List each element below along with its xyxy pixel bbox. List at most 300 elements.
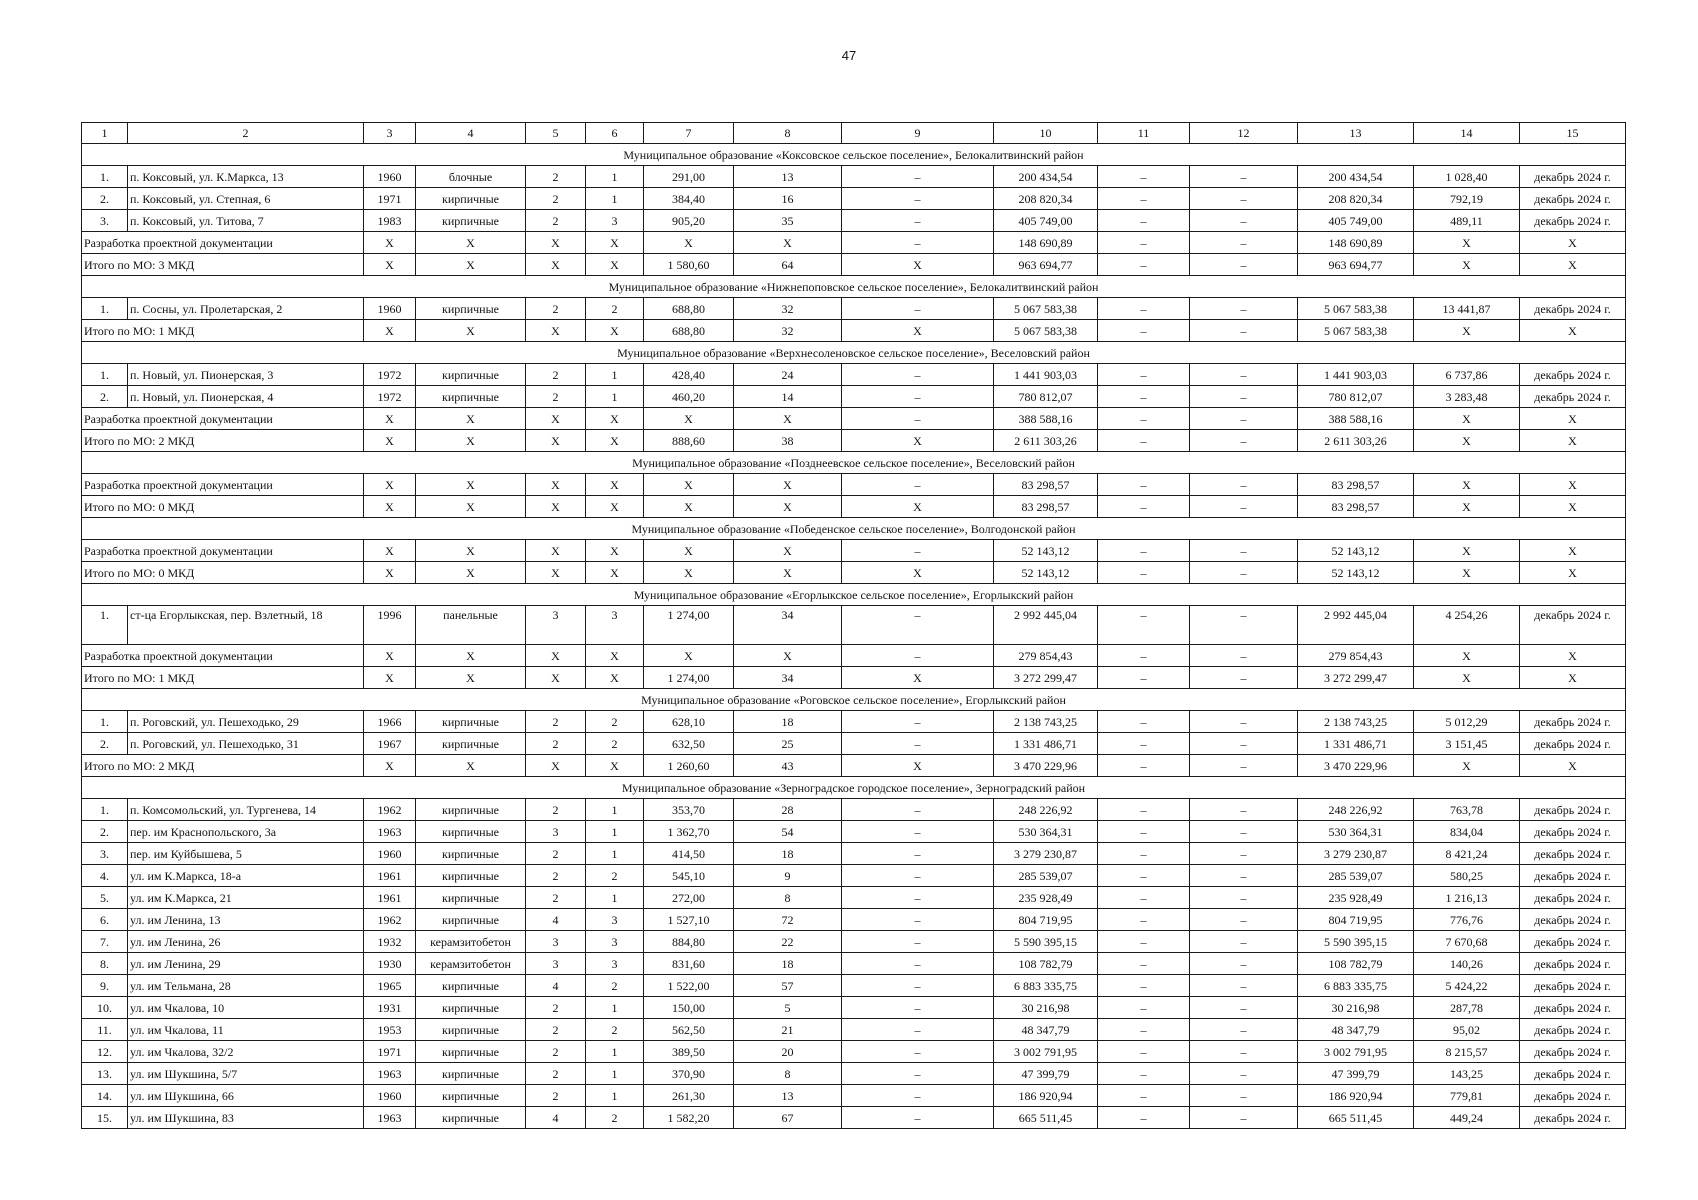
section-title: Муниципальное образование «Егорлыкское сельское поселение», Егорлыкский район xyxy=(82,584,1626,606)
table-cell: 285 539,07 xyxy=(994,865,1098,887)
row-number-cell: 13. xyxy=(82,1063,128,1085)
table-cell: – xyxy=(1098,320,1190,342)
table-cell: 2 xyxy=(526,711,586,733)
table-cell: 2 xyxy=(586,711,644,733)
table-cell: – xyxy=(1098,931,1190,953)
table-cell: 1953 xyxy=(364,1019,416,1041)
table-cell: – xyxy=(1098,1085,1190,1107)
summary-row xyxy=(82,320,1626,342)
table-cell: блочные xyxy=(416,166,526,188)
table-cell: 18 xyxy=(734,953,842,975)
table-row xyxy=(82,210,1626,232)
table-cell: – xyxy=(842,1107,994,1129)
table-cell: – xyxy=(1098,606,1190,645)
table-cell: 2 xyxy=(526,210,586,232)
summary-row xyxy=(82,755,1626,777)
table-cell: 963 694,77 xyxy=(1298,254,1414,276)
table-cell: 831,60 xyxy=(644,953,734,975)
table-cell: 18 xyxy=(734,843,842,865)
table-cell: 665 511,45 xyxy=(994,1107,1098,1129)
table-cell: 5 067 583,38 xyxy=(1298,320,1414,342)
table-cell: 9 xyxy=(734,865,842,887)
table-cell: – xyxy=(1098,799,1190,821)
table-cell: кирпичные xyxy=(416,1107,526,1129)
table-cell: 1 xyxy=(586,1041,644,1063)
table-cell: Х xyxy=(644,408,734,430)
table-cell: 64 xyxy=(734,254,842,276)
table-cell: Х xyxy=(1520,320,1626,342)
table-cell: 888,60 xyxy=(644,430,734,452)
table-cell: декабрь 2024 г. xyxy=(1520,843,1626,865)
table-cell: 1960 xyxy=(364,166,416,188)
table-cell: 8 xyxy=(734,1063,842,1085)
table-cell: 388 588,16 xyxy=(1298,408,1414,430)
table-cell: 2 xyxy=(526,1019,586,1041)
table-cell: декабрь 2024 г. xyxy=(1520,799,1626,821)
table-cell: 13 441,87 xyxy=(1414,298,1520,320)
summary-row xyxy=(82,540,1626,562)
table-cell: 13 xyxy=(734,1085,842,1107)
table-row xyxy=(82,298,1626,320)
table-cell: – xyxy=(842,1085,994,1107)
address-cell: п. Коксовый, ул. Титова, 7 xyxy=(128,210,364,232)
row-number-cell: 14. xyxy=(82,1085,128,1107)
table-cell: – xyxy=(1190,997,1298,1019)
table-cell: Х xyxy=(586,645,644,667)
table-cell: Х xyxy=(416,408,526,430)
table-cell: 3 xyxy=(586,909,644,931)
table-cell: 248 226,92 xyxy=(1298,799,1414,821)
table-cell: 2 xyxy=(526,166,586,188)
table-cell: 261,30 xyxy=(644,1085,734,1107)
summary-row xyxy=(82,254,1626,276)
table-cell: – xyxy=(1098,430,1190,452)
table-cell: 2 xyxy=(526,865,586,887)
table-cell: 2 xyxy=(526,1063,586,1085)
table-cell: 24 xyxy=(734,364,842,386)
section-row xyxy=(82,452,1626,474)
table-cell: 2 xyxy=(526,799,586,821)
table-cell: 2 xyxy=(586,298,644,320)
table-cell: – xyxy=(1098,975,1190,997)
address-cell: п. Новый, ул. Пионерская, 4 xyxy=(128,386,364,408)
address-cell: ул. им Ленина, 26 xyxy=(128,931,364,953)
table-cell: 3 xyxy=(586,210,644,232)
table-cell: Х xyxy=(1414,645,1520,667)
table-cell: 57 xyxy=(734,975,842,997)
table-cell: декабрь 2024 г. xyxy=(1520,1063,1626,1085)
table-cell: 1996 xyxy=(364,606,416,645)
table-cell: – xyxy=(1190,320,1298,342)
table-cell: Х xyxy=(364,562,416,584)
table-cell: 2 992 445,04 xyxy=(994,606,1098,645)
address-cell: п. Роговский, ул. Пешеходько, 29 xyxy=(128,711,364,733)
table-cell: – xyxy=(842,1041,994,1063)
table-cell: кирпичные xyxy=(416,909,526,931)
table-cell: 1960 xyxy=(364,1085,416,1107)
table-cell: 3 470 229,96 xyxy=(1298,755,1414,777)
table-cell: 1 xyxy=(586,1063,644,1085)
table-cell: 38 xyxy=(734,430,842,452)
table-cell: декабрь 2024 г. xyxy=(1520,711,1626,733)
address-cell: п. Роговский, ул. Пешеходько, 31 xyxy=(128,733,364,755)
table-cell: – xyxy=(1098,953,1190,975)
table-cell: – xyxy=(1190,364,1298,386)
table-cell: кирпичные xyxy=(416,843,526,865)
table-cell: – xyxy=(842,909,994,931)
table-cell: Х xyxy=(842,320,994,342)
table-cell: 545,10 xyxy=(644,865,734,887)
row-number-cell: 1. xyxy=(82,799,128,821)
column-number-cell: 1 xyxy=(82,123,128,144)
table-cell: 18 xyxy=(734,711,842,733)
table-cell: Х xyxy=(1414,496,1520,518)
section-title: Муниципальное образование «Нижнепоповское сельское поселение», Белокалитвинский район xyxy=(82,276,1626,298)
table-cell: кирпичные xyxy=(416,1041,526,1063)
table-cell: – xyxy=(842,1063,994,1085)
table-cell: – xyxy=(842,1019,994,1041)
table-cell: – xyxy=(842,188,994,210)
table-cell: 1 274,00 xyxy=(644,606,734,645)
table-cell: Х xyxy=(526,254,586,276)
section-row xyxy=(82,276,1626,298)
table-cell: 16 xyxy=(734,188,842,210)
table-cell: Х xyxy=(586,254,644,276)
table-cell: – xyxy=(1098,298,1190,320)
table-cell: Х xyxy=(526,232,586,254)
table-cell: Х xyxy=(526,562,586,584)
table-cell: – xyxy=(1098,1107,1190,1129)
table-cell: 1971 xyxy=(364,188,416,210)
summary-label: Итого по МО: 0 МКД xyxy=(82,562,364,584)
table-cell: – xyxy=(842,733,994,755)
table-cell: 2 xyxy=(526,843,586,865)
row-number-cell: 15. xyxy=(82,1107,128,1129)
table-cell: Х xyxy=(734,496,842,518)
section-row xyxy=(82,342,1626,364)
table-cell: – xyxy=(1098,166,1190,188)
table-cell: 8 421,24 xyxy=(1414,843,1520,865)
column-number-cell: 14 xyxy=(1414,123,1520,144)
table-cell: Х xyxy=(364,320,416,342)
table-row xyxy=(82,1085,1626,1107)
column-number-cell: 2 xyxy=(128,123,364,144)
table-cell: кирпичные xyxy=(416,188,526,210)
table-cell: 200 434,54 xyxy=(1298,166,1414,188)
table-cell: Х xyxy=(416,645,526,667)
table-cell: – xyxy=(1098,645,1190,667)
table-cell: 1931 xyxy=(364,997,416,1019)
table-cell: декабрь 2024 г. xyxy=(1520,997,1626,1019)
table-cell: 388 588,16 xyxy=(994,408,1098,430)
table-cell: 2 xyxy=(526,733,586,755)
table-cell: Х xyxy=(644,562,734,584)
table-cell: – xyxy=(1190,1063,1298,1085)
table-cell: 1962 xyxy=(364,799,416,821)
table-cell: 1 216,13 xyxy=(1414,887,1520,909)
table-cell: 562,50 xyxy=(644,1019,734,1041)
table-cell: 287,78 xyxy=(1414,997,1520,1019)
table-cell: – xyxy=(1098,254,1190,276)
table-cell: 143,25 xyxy=(1414,1063,1520,1085)
table-cell: 34 xyxy=(734,667,842,689)
table-cell: 3 470 229,96 xyxy=(994,755,1098,777)
table-cell: – xyxy=(1098,1063,1190,1085)
table-cell: кирпичные xyxy=(416,386,526,408)
table-cell: Х xyxy=(586,232,644,254)
table-cell: 47 399,79 xyxy=(994,1063,1098,1085)
table-row xyxy=(82,1063,1626,1085)
table-cell: Х xyxy=(1414,254,1520,276)
row-number-cell: 12. xyxy=(82,1041,128,1063)
table-cell: – xyxy=(842,799,994,821)
table-cell: Х xyxy=(734,232,842,254)
table-cell: Х xyxy=(842,496,994,518)
table-cell: 3 002 791,95 xyxy=(994,1041,1098,1063)
column-number-cell: 6 xyxy=(586,123,644,144)
table-cell: 43 xyxy=(734,755,842,777)
table-cell: Х xyxy=(416,320,526,342)
row-number-cell: 1. xyxy=(82,298,128,320)
table-cell: – xyxy=(1098,408,1190,430)
table-cell: кирпичные xyxy=(416,364,526,386)
table-cell: 5 590 395,15 xyxy=(1298,931,1414,953)
table-cell: декабрь 2024 г. xyxy=(1520,1041,1626,1063)
table-cell: 1971 xyxy=(364,1041,416,1063)
row-number-cell: 3. xyxy=(82,843,128,865)
table-cell: – xyxy=(1098,386,1190,408)
row-number-cell: 6. xyxy=(82,909,128,931)
table-cell: – xyxy=(1190,540,1298,562)
address-cell: п. Коксовый, ул. К.Маркса, 13 xyxy=(128,166,364,188)
table-cell: – xyxy=(1098,667,1190,689)
table-cell: Х xyxy=(1520,667,1626,689)
row-number-cell: 1. xyxy=(82,364,128,386)
table-cell: Х xyxy=(1520,430,1626,452)
table-cell: 414,50 xyxy=(644,843,734,865)
table-cell: Х xyxy=(526,320,586,342)
table-cell: 2 xyxy=(586,975,644,997)
table-cell: 1972 xyxy=(364,364,416,386)
table-cell: – xyxy=(842,606,994,645)
table-row xyxy=(82,1041,1626,1063)
table-row xyxy=(82,821,1626,843)
table-cell: Х xyxy=(1520,496,1626,518)
table-cell: 530 364,31 xyxy=(1298,821,1414,843)
table-cell: – xyxy=(842,975,994,997)
table-cell: 1 xyxy=(586,166,644,188)
table-cell: – xyxy=(1190,799,1298,821)
table-cell: декабрь 2024 г. xyxy=(1520,298,1626,320)
table-cell: 780 812,07 xyxy=(994,386,1098,408)
section-title: Муниципальное образование «Коксовское сельское поселение», Белокалитвинский район xyxy=(82,144,1626,166)
table-cell: Х xyxy=(364,667,416,689)
table-cell: 2 992 445,04 xyxy=(1298,606,1414,645)
table-cell: Х xyxy=(644,540,734,562)
table-cell: – xyxy=(1190,232,1298,254)
summary-label: Итого по МО: 3 МКД xyxy=(82,254,364,276)
table-cell: 963 694,77 xyxy=(994,254,1098,276)
table-cell: 4 254,26 xyxy=(1414,606,1520,645)
table-cell: 384,40 xyxy=(644,188,734,210)
table-cell: – xyxy=(1098,865,1190,887)
address-cell: ул. им Ленина, 29 xyxy=(128,953,364,975)
table-cell: декабрь 2024 г. xyxy=(1520,606,1626,645)
table-cell: – xyxy=(842,210,994,232)
table-cell: Х xyxy=(1414,474,1520,496)
table-cell: 1 xyxy=(586,386,644,408)
table-cell: 8 xyxy=(734,887,842,909)
table-cell: 688,80 xyxy=(644,298,734,320)
summary-row xyxy=(82,562,1626,584)
table-cell: 580,25 xyxy=(1414,865,1520,887)
table-cell: Х xyxy=(526,645,586,667)
table-cell: Х xyxy=(1414,562,1520,584)
table-cell: Х xyxy=(586,408,644,430)
table-cell: Х xyxy=(644,474,734,496)
table-cell: 489,11 xyxy=(1414,210,1520,232)
table-row xyxy=(82,188,1626,210)
table-cell: 1961 xyxy=(364,865,416,887)
table-cell: Х xyxy=(1414,232,1520,254)
table-cell: Х xyxy=(416,755,526,777)
row-number-cell: 5. xyxy=(82,887,128,909)
table-cell: – xyxy=(1190,1019,1298,1041)
table-cell: 763,78 xyxy=(1414,799,1520,821)
table-cell: 14 xyxy=(734,386,842,408)
address-cell: ул. им Тельмана, 28 xyxy=(128,975,364,997)
table-cell: – xyxy=(1098,711,1190,733)
table-cell: 30 216,98 xyxy=(1298,997,1414,1019)
column-number-cell: 5 xyxy=(526,123,586,144)
table-row xyxy=(82,606,1626,645)
table-cell: – xyxy=(842,711,994,733)
table-cell: 186 920,94 xyxy=(1298,1085,1414,1107)
table-cell: – xyxy=(1190,210,1298,232)
table-cell: 52 143,12 xyxy=(1298,540,1414,562)
table-cell: 2 xyxy=(526,997,586,1019)
table-cell: 6 737,86 xyxy=(1414,364,1520,386)
table-cell: 2 xyxy=(526,386,586,408)
table-cell: – xyxy=(1098,210,1190,232)
table-cell: 2 611 303,26 xyxy=(1298,430,1414,452)
summary-label: Разработка проектной документации xyxy=(82,540,364,562)
table-cell: Х xyxy=(1414,320,1520,342)
table-cell: кирпичные xyxy=(416,887,526,909)
table-cell: 2 xyxy=(526,1085,586,1107)
table-cell: – xyxy=(1190,821,1298,843)
table-cell: – xyxy=(1190,887,1298,909)
table-cell: Х xyxy=(586,667,644,689)
table-cell: декабрь 2024 г. xyxy=(1520,821,1626,843)
row-number-cell: 1. xyxy=(82,606,128,645)
table-cell: 52 143,12 xyxy=(994,540,1098,562)
table-cell: 1 580,60 xyxy=(644,254,734,276)
table-row xyxy=(82,166,1626,188)
summary-row xyxy=(82,667,1626,689)
table-cell: – xyxy=(1190,166,1298,188)
table-cell: 72 xyxy=(734,909,842,931)
section-row xyxy=(82,518,1626,540)
table-cell: декабрь 2024 г. xyxy=(1520,733,1626,755)
table-cell: 530 364,31 xyxy=(994,821,1098,843)
table-cell: 54 xyxy=(734,821,842,843)
buildings-table xyxy=(81,122,1626,1129)
row-number-cell: 1. xyxy=(82,166,128,188)
table-cell: – xyxy=(842,865,994,887)
table-cell: Х xyxy=(416,474,526,496)
table-cell: 67 xyxy=(734,1107,842,1129)
table-cell: Х xyxy=(364,232,416,254)
table-row xyxy=(82,909,1626,931)
table-cell: 1 274,00 xyxy=(644,667,734,689)
table-cell: 389,50 xyxy=(644,1041,734,1063)
table-cell: 235 928,49 xyxy=(1298,887,1414,909)
table-cell: 1 527,10 xyxy=(644,909,734,931)
table-cell: Х xyxy=(1520,540,1626,562)
column-number-cell: 13 xyxy=(1298,123,1414,144)
table-cell: – xyxy=(1190,188,1298,210)
table-cell: декабрь 2024 г. xyxy=(1520,931,1626,953)
table-cell: 3 279 230,87 xyxy=(994,843,1098,865)
table-cell: – xyxy=(842,540,994,562)
table-cell: декабрь 2024 г. xyxy=(1520,210,1626,232)
table-cell: декабрь 2024 г. xyxy=(1520,1107,1626,1129)
table-cell: – xyxy=(1098,496,1190,518)
table-cell: 148 690,89 xyxy=(994,232,1098,254)
table-row xyxy=(82,997,1626,1019)
table-cell: 3 xyxy=(586,606,644,645)
table-cell: 52 143,12 xyxy=(1298,562,1414,584)
table-cell: Х xyxy=(842,254,994,276)
table-cell: – xyxy=(1190,931,1298,953)
table-cell: Х xyxy=(364,254,416,276)
table-cell: 3 xyxy=(526,606,586,645)
table-cell: 3 xyxy=(526,953,586,975)
table-cell: 3 151,45 xyxy=(1414,733,1520,755)
table-cell: 353,70 xyxy=(644,799,734,821)
row-number-cell: 1. xyxy=(82,711,128,733)
table-cell: – xyxy=(1190,430,1298,452)
table-cell: 632,50 xyxy=(644,733,734,755)
table-cell: 83 298,57 xyxy=(994,496,1098,518)
address-cell: ул. им Ленина, 13 xyxy=(128,909,364,931)
table-cell: Х xyxy=(526,430,586,452)
table-cell: 4 xyxy=(526,1107,586,1129)
table-cell: 47 399,79 xyxy=(1298,1063,1414,1085)
table-cell: 1963 xyxy=(364,1063,416,1085)
table-cell: 6 883 335,75 xyxy=(1298,975,1414,997)
table-cell: – xyxy=(1098,188,1190,210)
table-cell: декабрь 2024 г. xyxy=(1520,1019,1626,1041)
table-cell: декабрь 2024 г. xyxy=(1520,188,1626,210)
table-cell: 460,20 xyxy=(644,386,734,408)
table-cell: 3 xyxy=(526,821,586,843)
table-cell: 5 067 583,38 xyxy=(994,320,1098,342)
table-cell: Х xyxy=(364,540,416,562)
table-cell: Х xyxy=(734,540,842,562)
table-cell: Х xyxy=(586,540,644,562)
table-row xyxy=(82,887,1626,909)
table-cell: Х xyxy=(1520,755,1626,777)
table-row xyxy=(82,733,1626,755)
table-cell: Х xyxy=(586,755,644,777)
summary-row xyxy=(82,408,1626,430)
table-cell: 5 067 583,38 xyxy=(994,298,1098,320)
table-cell: – xyxy=(1190,254,1298,276)
table-cell: 1932 xyxy=(364,931,416,953)
table-cell: Х xyxy=(1520,232,1626,254)
